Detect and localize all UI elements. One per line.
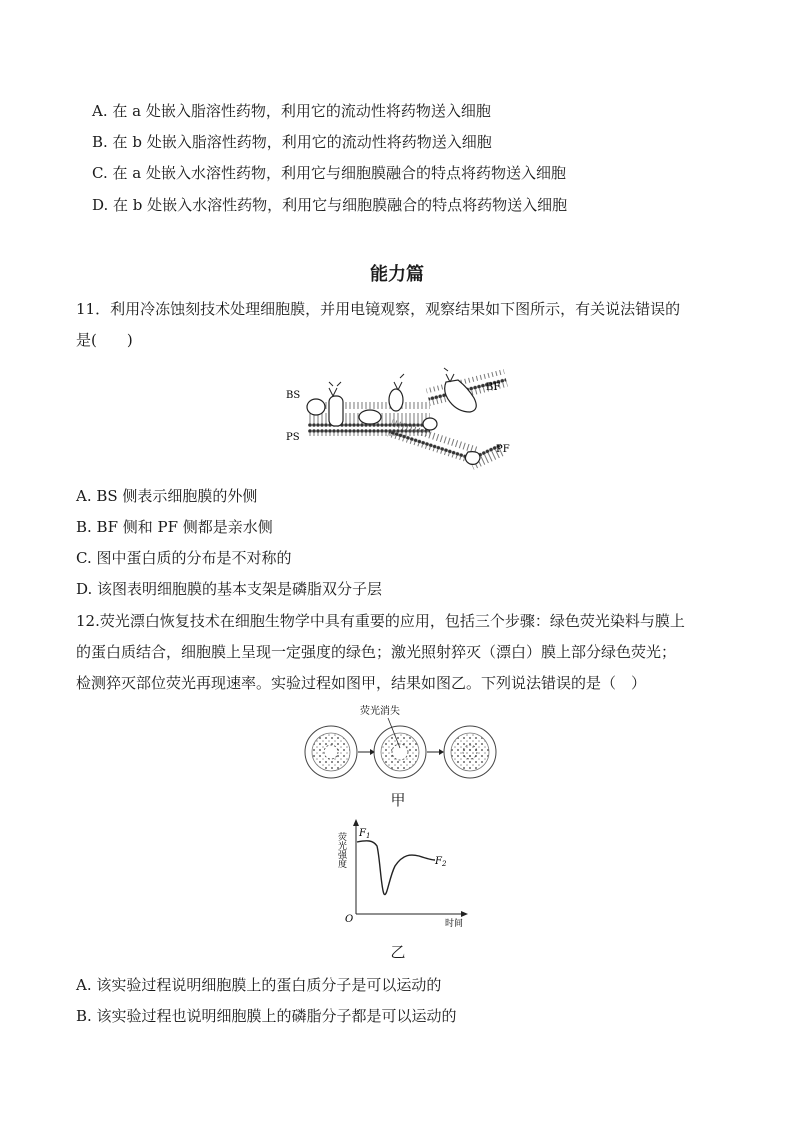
label-pf: PF [496, 444, 510, 455]
f2-subscript: 2 [441, 860, 447, 868]
q12-stem-line3: 检测猝灭部位荧光再现速率。实验过程如图甲，结果如图乙。下列说法错误的是（ ） [76, 674, 647, 692]
label-ps: PS [286, 432, 300, 443]
q12-option-a: A. 该实验过程说明细胞膜上的蛋白质分子是可以运动的 [76, 976, 442, 994]
label-bs: BS [286, 390, 301, 401]
q11-stem-line2: 是( ) [76, 331, 133, 349]
svg-text:F2 [434, 856, 447, 868]
section-title: 能力篇 [370, 264, 424, 285]
membrane-freeze-etch-figure [280, 360, 520, 475]
q10-option-c: C. 在 a 处嵌入水溶性药物，利用它与细胞膜融合的特点将药物送入细胞 [92, 164, 566, 182]
f1-label: F [359, 828, 366, 839]
origin-label: O [345, 914, 354, 925]
q10-option-a: A. 在 a 处嵌入脂溶性药物，利用它的流动性将药物送入细胞 [92, 102, 491, 120]
fluorescence-recovery-graph [333, 818, 473, 928]
label-bf: BF [486, 382, 501, 393]
q12-stem-line1: 12.荧光漂白恢复技术在细胞生物学中具有重要的应用，包括三个步骤：绿色荧光染料与膜上 [76, 612, 685, 630]
fluorescence-lost-label: 荧光消失 [360, 706, 400, 717]
svg-text:F1 [358, 828, 370, 840]
figure-a-caption: 甲 [390, 791, 406, 809]
y-axis-label: 荧光强度 [336, 832, 346, 868]
q10-option-b: B. 在 b 处嵌入脂溶性药物，利用它的流动性将药物送入细胞 [92, 133, 492, 151]
f2-label: F [435, 856, 442, 867]
q11-option-d: D. 该图表明细胞膜的基本支架是磷脂双分子层 [76, 580, 383, 598]
q12-stem-line2: 的蛋白质结合，细胞膜上呈现一定强度的绿色；激光照射猝灭（漂白）膜上部分绿色荧光； [76, 643, 677, 661]
frap-process-figure [300, 700, 500, 782]
f1-subscript: 1 [365, 832, 371, 840]
x-axis-label: 时间 [445, 919, 464, 928]
q11-option-a: A. BS 侧表示细胞膜的外侧 [76, 487, 258, 505]
q10-option-d: D. 在 b 处嵌入水溶性药物，利用它与细胞膜融合的特点将药物送入细胞 [92, 196, 568, 214]
figure-b-caption: 乙 [390, 943, 406, 961]
q11-option-b: B. BF 侧和 PF 侧都是亲水侧 [76, 518, 273, 536]
q11-stem-line1: 11．利用冷冻蚀刻技术处理细胞膜，并用电镜观察，观察结果如下图所示，有关说法错误的 [76, 300, 681, 318]
q12-option-b: B. 该实验过程也说明细胞膜上的磷脂分子都是可以运动的 [76, 1007, 457, 1025]
q11-option-c: C. 图中蛋白质的分布是不对称的 [76, 549, 292, 567]
